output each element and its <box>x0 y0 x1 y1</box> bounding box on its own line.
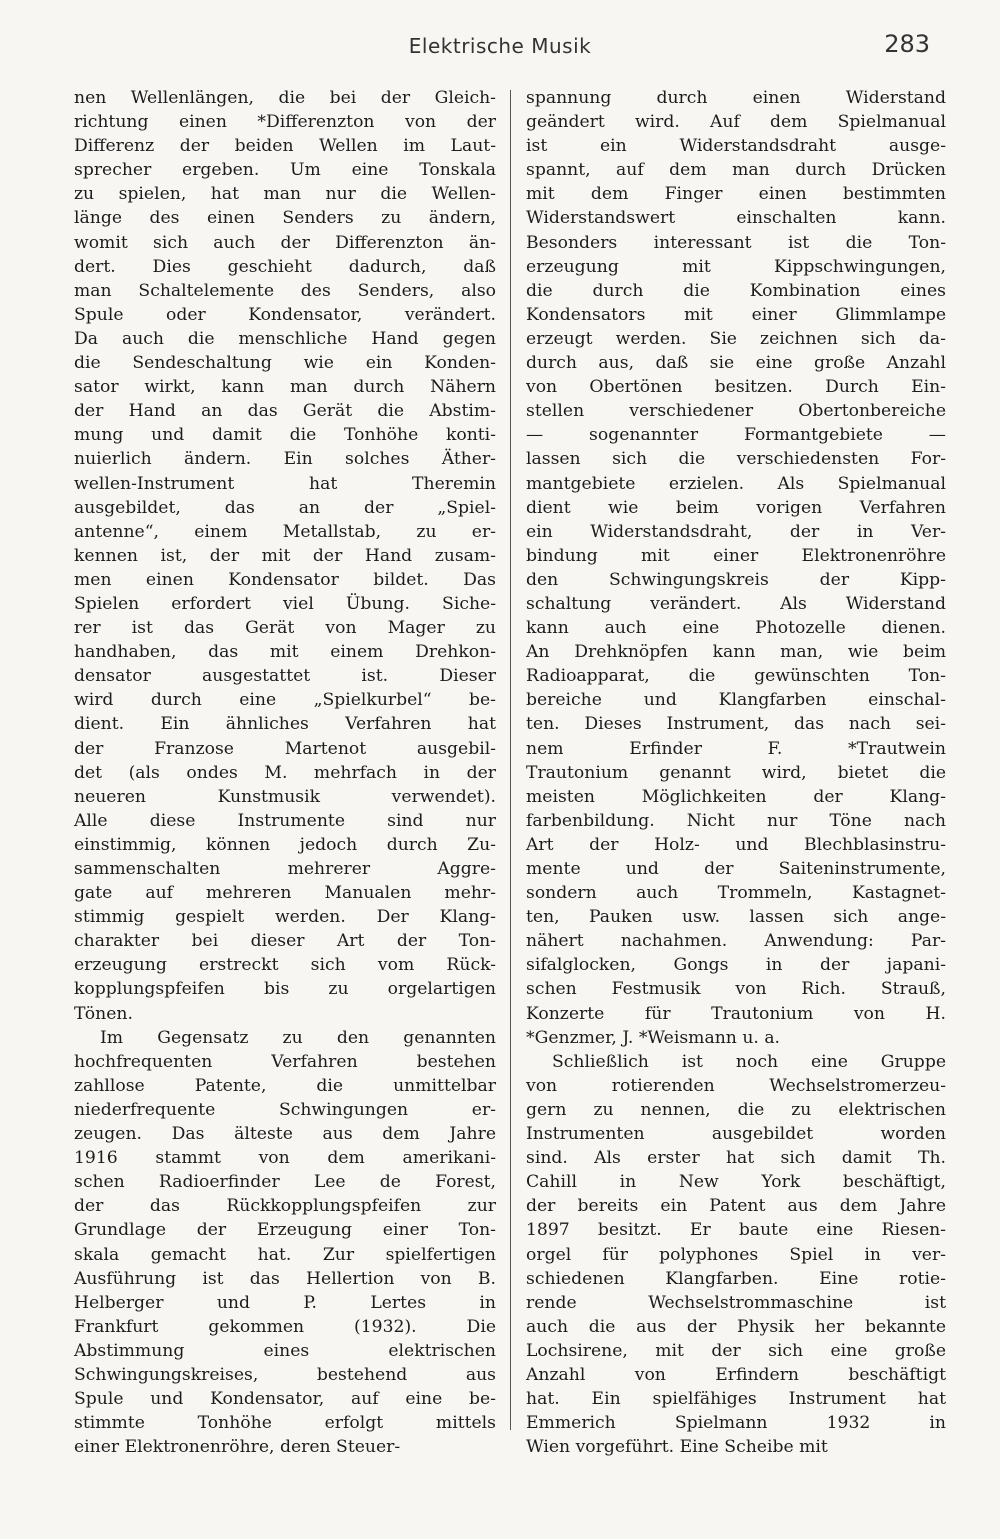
text-line: womit sich auch der Differenzton än- <box>74 232 496 253</box>
text-line: handhaben, das mit einem Drehkon- <box>74 642 496 663</box>
text-line: die durch die Kombination eines <box>526 280 946 301</box>
text-line: spannt, auf dem man durch Drücken <box>526 160 946 181</box>
text-line: meisten Möglichkeiten der Klang- <box>526 786 946 807</box>
text-line: 1916 stammt von dem amerikani- <box>74 1148 496 1169</box>
text-line: durch aus, daß sie eine große Anzahl <box>526 353 946 374</box>
text-line: nähert nachahmen. Anwendung: Par- <box>526 931 946 952</box>
text-line: niederfrequente Schwingungen er- <box>74 1099 496 1120</box>
text-line: Helberger und P. Lertes in <box>74 1292 496 1313</box>
text-line: orgel für polyphones Spiel in ver- <box>526 1244 946 1265</box>
text-line: An Drehknöpfen kann man, wie beim <box>526 642 946 663</box>
text-line: kennen ist, der mit der Hand zusam- <box>74 545 496 566</box>
text-line: stimmig gespielt werden. Der Klang- <box>74 907 496 928</box>
text-line: einer Elektronenröhre, deren Steuer- <box>74 1437 401 1458</box>
text-line: Wien vorgeführt. Eine Scheibe mit <box>526 1437 828 1458</box>
text-line: schen Radioerfinder Lee de Forest, <box>74 1172 496 1193</box>
text-line: 1897 besitzt. Er baute eine Riesen- <box>526 1220 946 1241</box>
text-line: antenne“, einem Metallstab, zu er- <box>74 521 496 542</box>
text-line: richtung einen *Differenzton von der <box>74 112 496 133</box>
text-line: Cahill in New York beschäftigt, <box>526 1172 946 1193</box>
right-column <box>526 86 946 1459</box>
text-line: Trautonium genannt wird, bietet die <box>526 762 946 783</box>
text-line: kann auch eine Photozelle dienen. <box>526 618 946 639</box>
text-line: — sogenannter Formantgebiete — <box>526 425 946 446</box>
text-line: det (als ondes M. mehrfach in der <box>74 762 496 783</box>
text-line: erzeugung erstreckt sich vom Rück- <box>74 955 496 976</box>
text-line: Tönen. <box>74 1003 133 1024</box>
text-line: ein Widerstandsdraht, der in Ver- <box>526 521 946 542</box>
text-line: rende Wechselstrommaschine ist <box>526 1292 946 1313</box>
text-line: ten. Dieses Instrument, das nach sei- <box>526 714 946 735</box>
text-line: wird durch eine „Spielkurbel“ be- <box>74 690 496 711</box>
text-line: man Schaltelemente des Senders, also <box>74 280 496 301</box>
text-line: sondern auch Trommeln, Kastagnet- <box>526 883 946 904</box>
text-line: Spule und Kondensator, auf eine be- <box>74 1389 496 1410</box>
text-line: charakter bei dieser Art der Ton- <box>74 931 496 952</box>
text-line: mit dem Finger einen bestimmten <box>526 184 946 205</box>
text-line: Da auch die menschliche Hand gegen <box>74 328 496 349</box>
text-line: stimmte Tonhöhe erfolgt mittels <box>74 1413 496 1434</box>
column-divider <box>510 90 511 1430</box>
text-line: ten, Pauken usw. lassen sich ange- <box>526 907 946 928</box>
text-line: mente und der Saiteninstrumente, <box>526 859 946 879</box>
text-line: Emmerich Spielmann 1932 in <box>526 1413 946 1434</box>
text-line: skala gemacht hat. Zur spielfertigen <box>74 1244 496 1265</box>
text-line: wellen-Instrument hat Theremin <box>74 473 496 494</box>
text-line: Alle diese Instrumente sind nur <box>74 810 496 831</box>
text-line: nen Wellenlängen, die bei der Gleich- <box>74 88 496 108</box>
text-line: bindung mit einer Elektronenröhre <box>526 545 946 566</box>
text-line: stellen verschiedener Obertonbereiche <box>526 401 946 422</box>
text-line: erzeugt werden. Sie zeichnen sich da- <box>526 328 946 349</box>
text-line: von Obertönen besitzen. Durch Ein- <box>526 377 946 398</box>
text-line: bereiche und Klangfarben einschal- <box>526 690 946 711</box>
text-line: rer ist das Gerät von Mager zu <box>74 618 496 639</box>
text-line: dient wie beim vorigen Verfahren <box>526 497 946 518</box>
text-line: von rotierenden Wechselstromerzeu- <box>526 1075 946 1096</box>
text-line: Kondensators mit einer Glimmlampe <box>526 304 946 325</box>
text-line: schiedenen Klangfarben. Eine rotie- <box>526 1268 946 1289</box>
text-line: hochfrequenten Verfahren bestehen <box>74 1051 496 1072</box>
text-line: der bereits ein Patent aus dem Jahre <box>526 1196 946 1217</box>
text-line: der Franzose Martenot ausgebil- <box>74 738 496 759</box>
text-line: zeugen. Das älteste aus dem Jahre <box>74 1124 496 1145</box>
text-line: *Genzmer, J. *Weismann u. a. <box>526 1027 781 1048</box>
text-line: sprecher ergeben. Um eine Tonskala <box>74 160 496 181</box>
text-line: Anzahl von Erfindern beschäftigt <box>526 1364 946 1385</box>
text-line: nem Erfinder F. *Trautwein <box>526 738 946 759</box>
text-line: mantgebiete erzielen. Als Spielmanual <box>526 473 946 494</box>
text-line: sifalglocken, Gongs in der japani- <box>526 955 946 976</box>
text-line: Schließlich ist noch eine Gruppe <box>552 1051 946 1072</box>
text-line: nuierlich ändern. Ein solches Äther- <box>74 449 496 470</box>
text-line: zu spielen, hat man nur die Wellen- <box>74 184 496 205</box>
text-line: Instrumenten ausgebildet worden <box>526 1124 946 1145</box>
text-line: Art der Holz- und Blechblasinstru- <box>526 834 946 855</box>
left-column <box>74 86 496 1459</box>
running-header: Elektrische Musik <box>408 34 592 58</box>
text-line: der das Rückkopplungspfeifen zur <box>74 1196 496 1217</box>
text-line: sind. Als erster hat sich damit Th. <box>526 1148 946 1169</box>
text-line: densator ausgestattet ist. Dieser <box>74 666 496 687</box>
text-line: schen Festmusik von Rich. Strauß, <box>526 979 946 1000</box>
text-line: dient. Ein ähnliches Verfahren hat <box>74 714 496 735</box>
text-line: sammenschalten mehrerer Aggre- <box>74 859 496 879</box>
text-line: geändert wird. Auf dem Spielmanual <box>526 112 946 133</box>
text-line: dert. Dies geschieht dadurch, daß <box>74 256 496 277</box>
text-line: Ausführung ist das Hellertion von B. <box>74 1268 496 1289</box>
text-line: Spule oder Kondensator, verändert. <box>74 304 496 325</box>
text-line: sator wirkt, kann man durch Nähern <box>74 377 496 398</box>
text-line: Konzerte für Trautonium von H. <box>526 1003 946 1024</box>
text-line: den Schwingungskreis der Kipp- <box>526 569 946 590</box>
text-line: Lochsirene, mit der sich eine große <box>526 1340 946 1361</box>
text-line: schaltung verändert. Als Widerstand <box>526 593 946 614</box>
text-line: Frankfurt gekommen (1932). Die <box>74 1316 496 1337</box>
text-line: ausgebildet, das an der „Spiel- <box>74 497 496 518</box>
text-line: mung und damit die Tonhöhe konti- <box>74 425 496 446</box>
text-line: kopplungspfeifen bis zu orgelartigen <box>74 979 496 1000</box>
text-line: gern zu nennen, die zu elektrischen <box>526 1099 946 1120</box>
text-line: Spielen erfordert viel Übung. Siche- <box>74 593 496 614</box>
text-line: Differenz der beiden Wellen im Laut- <box>74 136 496 157</box>
page-number: 283 <box>884 30 930 58</box>
text-line: Im Gegensatz zu den genannten <box>100 1027 496 1048</box>
text-line: Widerstandswert einschalten kann. <box>526 208 946 229</box>
text-line: lassen sich die verschiedensten For- <box>526 449 946 470</box>
text-line: farbenbildung. Nicht nur Töne nach <box>526 810 946 831</box>
text-line: der Hand an das Gerät die Abstim- <box>74 401 496 422</box>
text-line: länge des einen Senders zu ändern, <box>74 208 496 229</box>
text-line: hat. Ein spielfähiges Instrument hat <box>526 1389 946 1410</box>
text-line: spannung durch einen Widerstand <box>526 88 946 108</box>
text-line: Schwingungskreises, bestehend aus <box>74 1364 496 1385</box>
text-line: ist ein Widerstandsdraht ausge- <box>526 136 946 157</box>
text-line: Grundlage der Erzeugung einer Ton- <box>74 1220 496 1241</box>
text-line: einstimmig, können jedoch durch Zu- <box>74 834 496 855</box>
text-line: gate auf mehreren Manualen mehr- <box>74 883 496 904</box>
text-line: neueren Kunstmusik verwendet). <box>74 786 496 807</box>
text-line: Besonders interessant ist die Ton- <box>526 232 946 253</box>
text-line: zahllose Patente, die unmittelbar <box>74 1075 496 1096</box>
text-line: men einen Kondensator bildet. Das <box>74 569 496 590</box>
text-line: die Sendeschaltung wie ein Konden- <box>74 353 496 374</box>
text-line: erzeugung mit Kippschwingungen, <box>526 256 946 277</box>
text-line: auch die aus der Physik her bekannte <box>526 1316 946 1337</box>
text-line: Abstimmung eines elektrischen <box>74 1340 496 1361</box>
text-line: Radioapparat, die gewünschten Ton- <box>526 666 946 687</box>
